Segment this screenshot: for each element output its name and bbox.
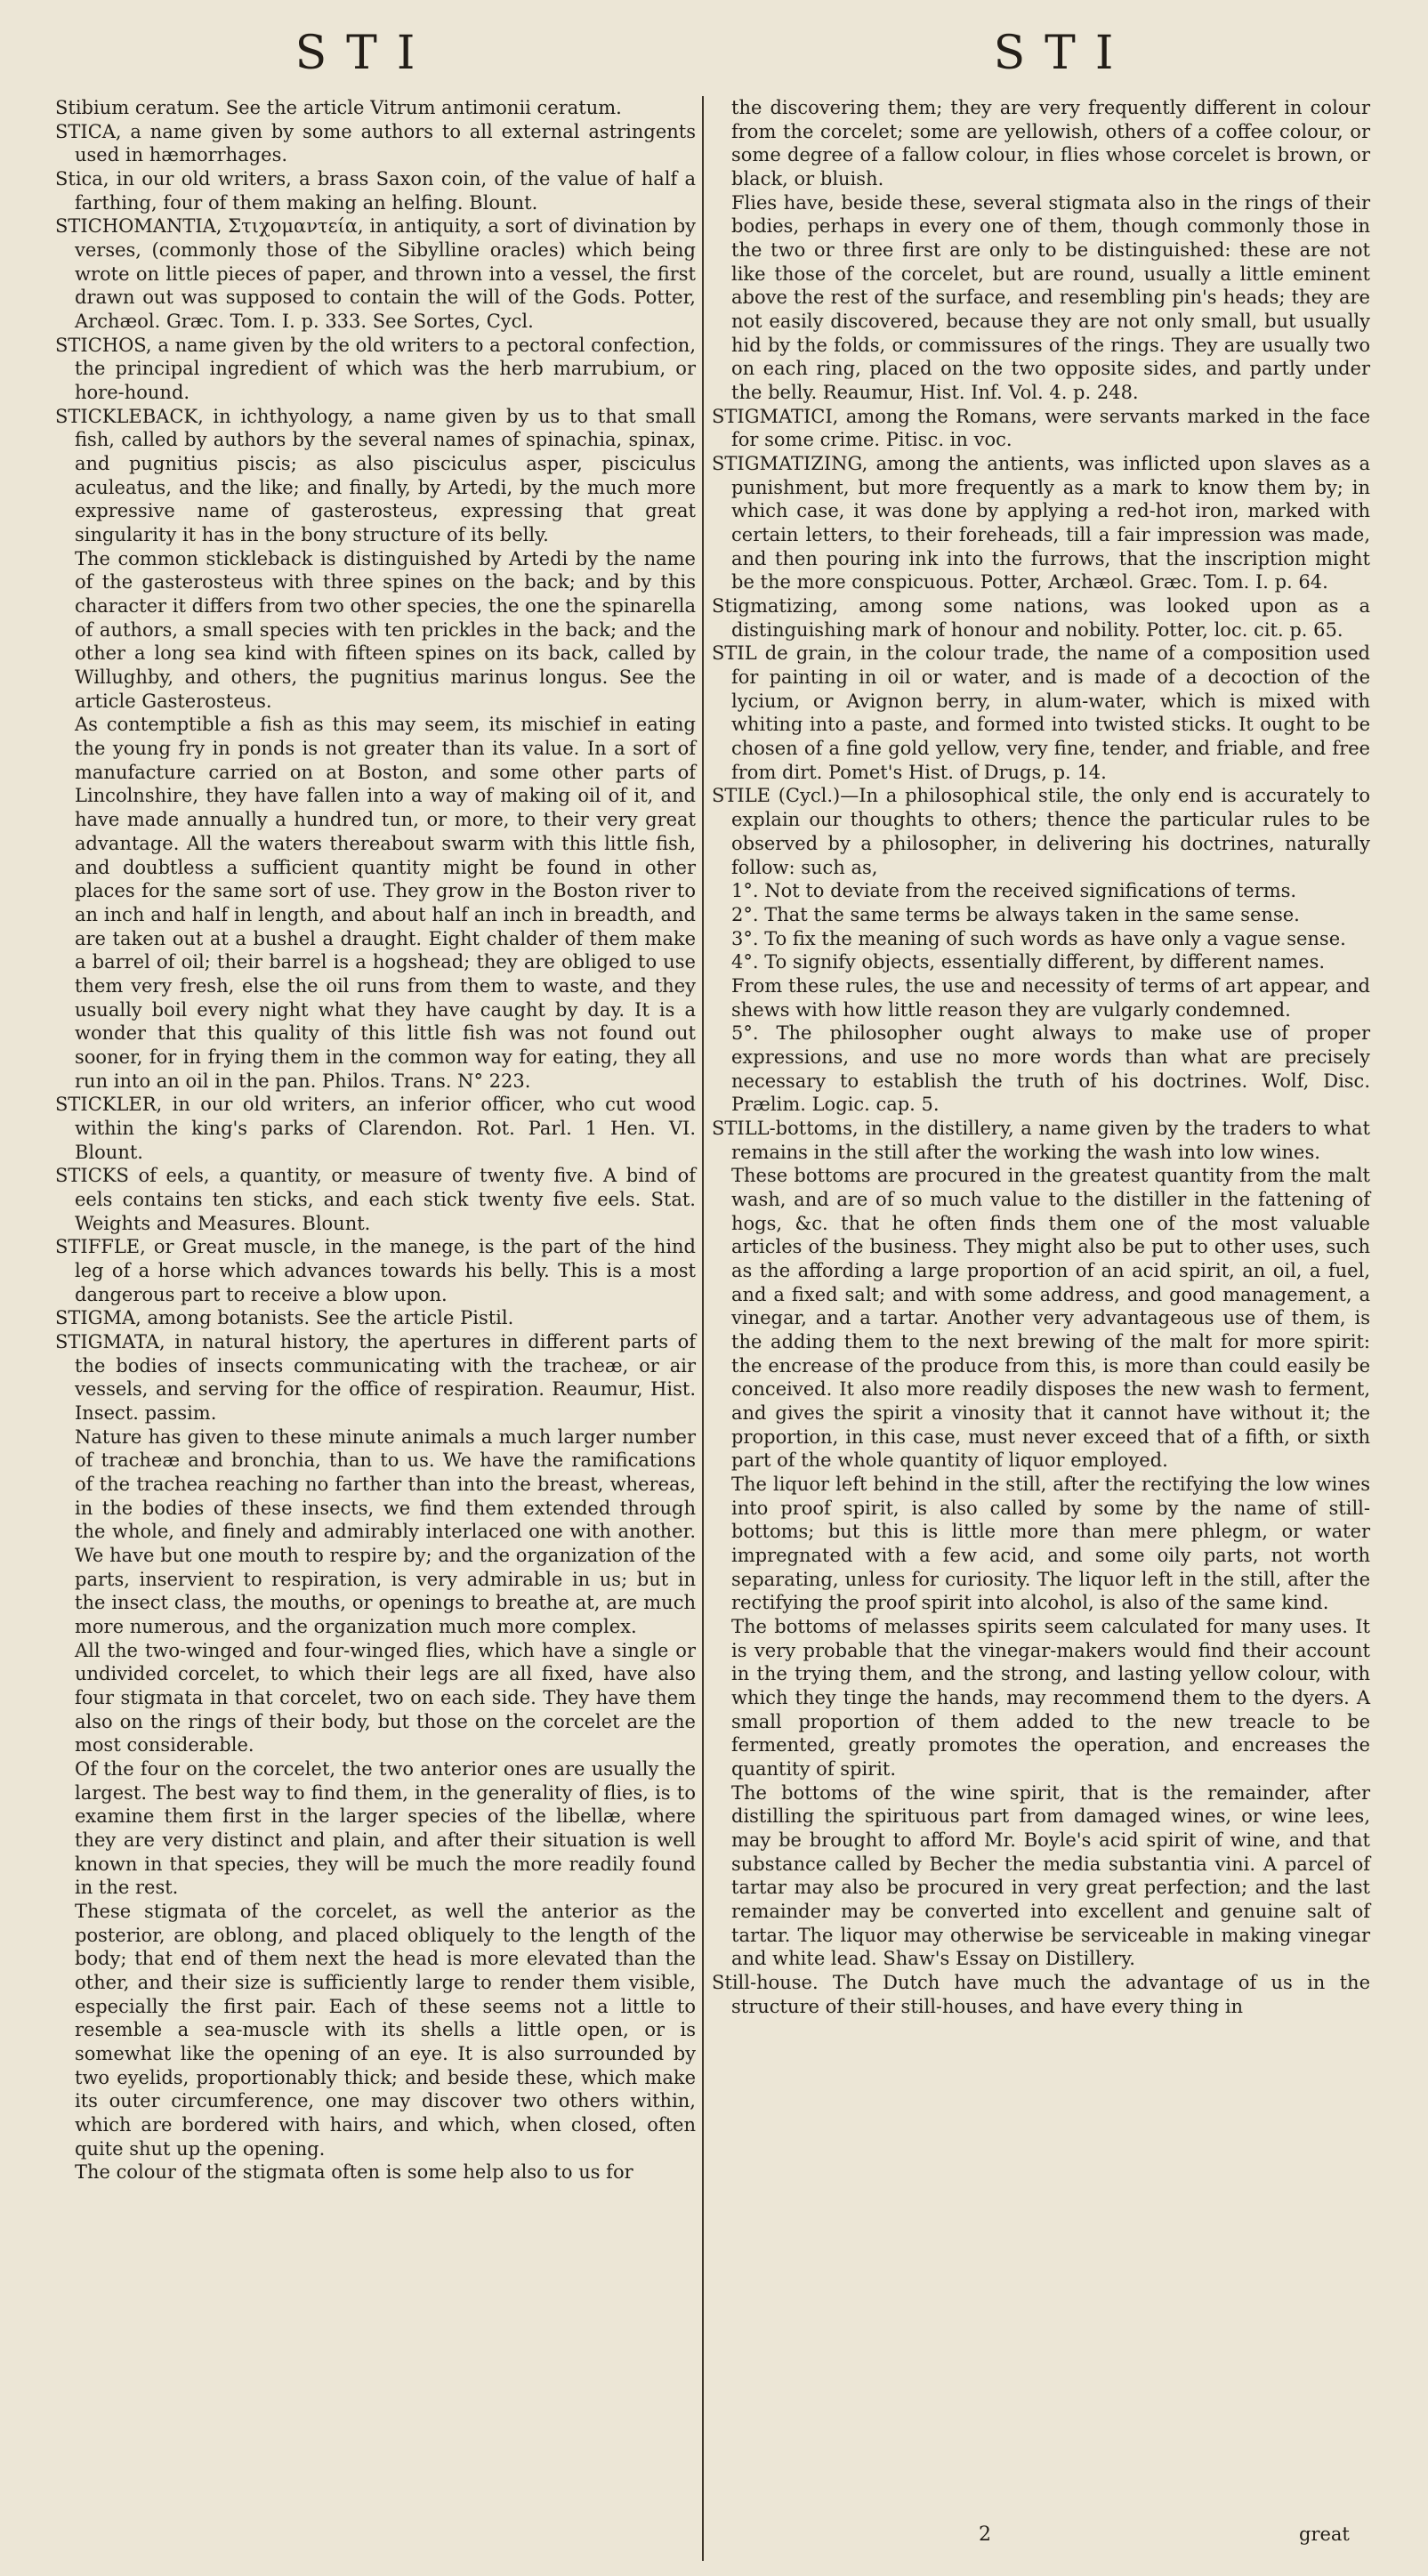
entry-paragraph: These stigmata of the corcelet, as well the anterior as the posterior, are oblong, and placed obliquely to the length of the body; that end of them next the head is more elevated than the other, and their size is sufficiently large to render them visible, especially the first pair. Each of these seems not a little to resemble a sea-muscle with its shells a little open, or is somewhat like the opening of an eye. It is also surrounded by two eyelids, proportionably thick; and beside these, which make its outer circumference, one may discover two others within, which are bordered with hairs, and which, when closed, often quite shut up the opening. [75, 1901, 696, 2160]
running-head-right: STI [993, 27, 1134, 80]
entry-paragraph: The liquor left behind in the still, after the rectifying the low wines into proof spirit, is also called by some by the name of still-bottoms; but this is little more than mere phlegm, or water impregnated with a few acid, and some oily parts, not worth separating, unless for curiosity. The liquor left in the still, after the rectifying the proof spirit into alcohol, is also of the same kind. [731, 1473, 1370, 1614]
entry-paragraph: As contemptible a fish as this may seem, its mischief in eating the young fry in ponds is not greater than its value. In a sort of manufacture carried on at Boston, and some other parts of Lincolnshire, they have fallen into a way of making oil of it, and have made annually a hundred tun, or more, to their very great advantage. All the waters thereabout swarm with this little fish, and doubtless a sufficient quantity might be found in other places for the same sort of use. They grow in the Boston river to an inch and half in length, and about half an inch in breadth, and are taken out at a bushel a draught. Eight chalder of them make a barrel of oil; their barrel is a hogshead; they are obliged to use them very fresh, else the oil runs from them to waste, and they usually boil every night what they have caught by day. It is a wonder that this quality of this little fish was not found out sooner, for in frying them in the common way for eating, they all run into an oil in the pan. Philos. Trans. N° 223. [75, 714, 696, 1092]
running-head-left: STI [294, 27, 435, 80]
entry-paragraph: 5°. The philosopher ought always to make use of proper expressions, and use no more words than what are precisely necessary to establish the truth of his doctrines. Wolf, Disc. Prælim. Logic. cap. 5. [731, 1022, 1370, 1116]
dictionary-entry: STICKLEBACK, in ichthyology, a name given by us to that small fish, called by authors by the several names of spinachia, spinax, and pugnitius piscis; as also pisciculus asper, pisciculus aculeatus, and the like; and finally, by Artedi, by the much more expressive name of gasterosteus, expressing that great singularity it has in the bony structure of its belly. [55, 405, 696, 546]
entry-paragraph: 4°. To signify objects, essentially different, by different names. [731, 951, 1326, 973]
signature-mark: 2 [979, 2524, 991, 2546]
entry-paragraph: Nature has given to these minute animals a much larger number of tracheæ and bronchia, than to us. We have the ramifications of the trachea reaching no farther than into the breast, whereas, in the bodies of these insects, we find them extended through the whole, and finely and admirably interlaced one with another. We have but one mouth to respire by; and the organization of the parts, inservient to respiration, is very admirable in us; but in the insect class, the mouths, or openings to breathe at, are much more numerous, and the organization much more complex. [75, 1425, 696, 1637]
dictionary-entry: STICA, a name given by some authors to all external astringents used in hæmorrhages. [55, 120, 696, 166]
dictionary-entry: STIGMATA, in natural history, the apertures in different parts of the bodies of insects communicating with the tracheæ, or air vessels, and serving for the office of respiration. Reaumur, Hist. Insect. passim. [55, 1330, 696, 1424]
entry-paragraph: The bottoms of the wine spirit, that is the remainder, after distilling the spirituous part from damaged wines, or wine lees, may be brought to afford Mr. Boyle's acid spirit of wine, and that substance called by Becher the media substantia vini. A parcel of tartar may also be procured in very great perfection; and the last remainder may be converted into excellent and genuine salt of tartar. The liquor may otherwise be serviceable in making vinegar and white lead. Shaw's Essay on Distillery. [731, 1781, 1370, 1970]
dictionary-entry: STIGMATICI, among the Romans, were servants marked in the face for some crime. Pitisc. in voc. [712, 405, 1370, 451]
entry-paragraph: 1°. Not to deviate from the received significations of terms. [731, 880, 1297, 902]
entry-paragraph: Of the four on the corcelet, the two anterior ones are usually the largest. The best way to find them, in the generality of flies, is to examine them first in the larger species of the libellæ, where they are very distinct and plain, and after their situation is well known in that species, they will be much the more readily found in the rest. [75, 1758, 696, 1899]
dictionary-entry: Stigmatizing, among some nations, was looked upon as a distinguishing mark of honour and nobility. Potter, loc. cit. p. 65. [712, 595, 1370, 641]
entry-paragraph: The colour of the stigmata often is some help also to us for [75, 2161, 633, 2184]
entry-paragraph: These bottoms are procured in the greatest quantity from the malt wash, and are of so much value to the distiller in the fattening of hogs, &c. that he often finds them one of the most valuable articles of the business. They might also be put to other uses, such as the affording a large proportion of an acid spirit, an oil, a fuel, and a fixed salt; and with some address, and good management, a vinegar, and a tartar. Another very advantageous use of them, is the adding them to the next brewing of the malt for more spirit: the encrease of the produce from this, is more than could easily be conceived. It also more readily disposes the new wash to ferment, and gives the spirit a vinosity that it cannot have without it; the proportion, in this case, must never exceed that of a fifth, or sixth part of the whole quantity of liquor employed. [731, 1165, 1370, 1472]
entry-paragraph: The common stickleback is distinguished by Artedi by the name of the gasterosteus with three spines on the back; and by this character it differs from two other species, the one the spinarella of authors, a small species with ten prickles in the back; and the other a long sea kind with fifteen spines on its back, called by Willughby, and others, the pugnitius marinus longus. See the article Gasterosteus. [75, 547, 696, 712]
dictionary-entry: Stibium ceratum. See the article Vitrum antimonii ceratum. [55, 97, 622, 118]
left-column [55, 96, 696, 2184]
dictionary-entry: STILL-bottoms, in the distillery, a name given by the traders to what remains in the still after the working the wash into low wines. [712, 1117, 1370, 1163]
dictionary-entry: STIGMATIZING, among the antients, was inflicted upon slaves as a punishment, but more frequently as a mark to know them by; in which case, it was done by applying a red-hot iron, marked with certain letters, to their foreheads, till a fair impression was made, and then pouring ink into the furrows, that the inscription might be the more conspicuous. Potter, Archæol. Græc. Tom. I. p. 64. [712, 453, 1370, 594]
entry-paragraph: the discovering them; they are very frequently different in colour from the corcelet; some are yellowish, others of a coffee colour, or some degree of a fallow colour, in flies whose corcelet is brown, or black, or bluish. [731, 97, 1370, 190]
dictionary-entry: STICKLER, in our old writers, an inferior officer, who cut wood within the king's parks of Clarendon. Rot. Parl. 1 Hen. VI. Blount. [55, 1094, 696, 1163]
entry-paragraph: All the two-winged and four-winged flies, which have a single or undivided corcelet, to which their legs are all fixed, have also four stigmata in that corcelet, two on each side. They have them also on the rings of their body, but those on the corcelet are the most considerable. [75, 1639, 696, 1756]
entry-paragraph: 2°. That the same terms be always taken in the same sense. [731, 903, 1300, 925]
entry-paragraph: 3°. To fix the meaning of such words as have only a vague sense. [731, 927, 1346, 949]
dictionary-entry: Still-house. The Dutch have much the advantage of us in the structure of their still-houses, and have every thing in [712, 1972, 1370, 2017]
dictionary-entry: STIL de grain, in the colour trade, the name of a composition used for painting in oil or water, and is made of a decoction of the lycium, or Avignon berry, in alum-water, which is mixed with whiting into a paste, and formed into twisted sticks. It ought to be chosen of a fine gold yellow, very fine, tender, and friable, and free from dirt. Pomet's Hist. of Drugs, p. 14. [712, 642, 1370, 783]
catchword: great [1299, 2524, 1350, 2545]
running-heads [36, 27, 1392, 80]
dictionary-entry: STICKS of eels, a quantity, or measure of twenty five. A bind of eels contains ten sticks, and each stick twenty five eels. Stat. Weights and Measures. Blount. [55, 1165, 696, 1234]
right-column [712, 96, 1370, 2018]
dictionary-entry: STILE (Cycl.)—In a philosophical stile, the only end is accurately to explain our thoughts to others; thence the particular rules to be observed by a philosopher, in delivering his doctrines, naturally follow: such as, [712, 785, 1370, 878]
entry-paragraph: Flies have, beside these, several stigmata also in the rings of their bodies, perhaps in every one of them, though commonly those in the two or three first are only to be distinguished: these are not like those of the corcelet, but are round, usually a little eminent above the rest of the surface, and resembling pin's heads; they are not easily discovered, because they are not only small, but usually hid by the folds, or commissures of the rings. They are usually two on each ring, placed on the two opposite sides, and partly under the belly. Reaumur, Hist. Inf. Vol. 4. p. 248. [731, 191, 1370, 404]
dictionary-entry: STICHOMANTIA, Στιχομαντεία, in antiquity, a sort of divination by verses, (commonly those of the Sibylline oracles) which being wrote on little pieces of paper, and thrown into a vessel, the first drawn out was supposed to contain the will of the Gods. Potter, Archæol. Græc. Tom. I. p. 333. See Sortes, Cycl. [55, 215, 696, 333]
dictionary-entry: STIFFLE, or Great muscle, in the manege, is the part of the hind leg of a horse which advances towards his belly. This is a most dangerous part to receive a blow upon. [55, 1236, 696, 1305]
dictionary-entry: STIGMA, among botanists. See the article Pistil. [55, 1307, 514, 1329]
entry-paragraph: From these rules, the use and necessity of terms of art appear, and shews with how little reason they are vulgarly condemned. [731, 974, 1370, 1021]
column-divider [702, 96, 704, 2561]
entry-paragraph: The bottoms of melasses spirits seem calculated for many uses. It is very probable that the vinegar-makers would find their account in the trying them, and the strong, and lasting yellow colour, with which they tinge the hands, may recommend them to the dyers. A small proportion of them added to the new treacle to be fermented, greatly promotes the operation, and encreases the quantity of spirit. [731, 1616, 1370, 1781]
dictionary-entry: Stica, in our old writers, a brass Saxon coin, of the value of half a farthing, four of them making an helfing. Blount. [55, 168, 696, 214]
dictionary-entry: STICHOS, a name given by the old writers to a pectoral confection, the principal ingredient of which was the herb marrubium, or hore-hound. [55, 334, 696, 404]
